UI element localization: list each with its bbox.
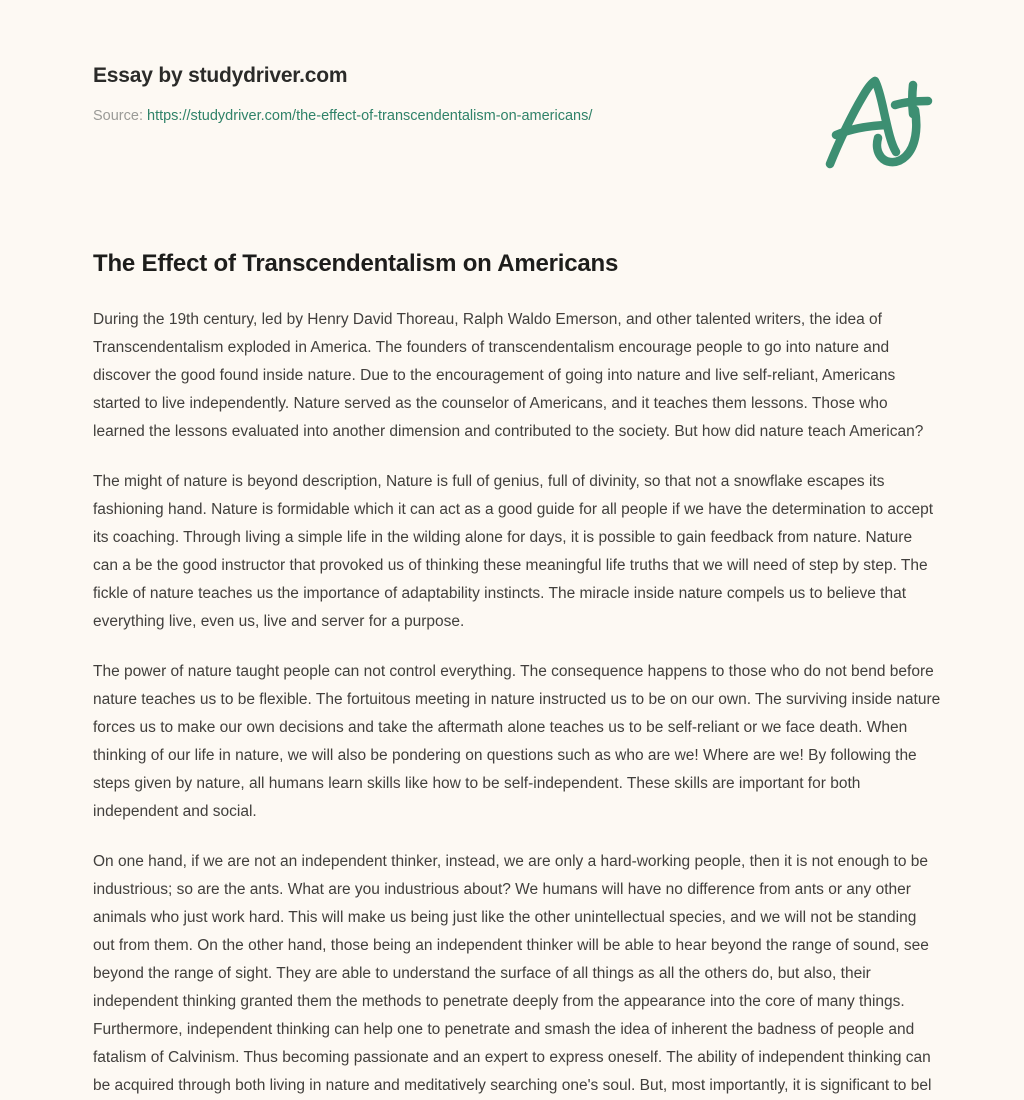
header-text-block: [93, 62, 713, 126]
source-label: Source:: [93, 108, 147, 124]
article: [93, 248, 941, 1100]
document-header: [0, 0, 1024, 195]
article-paragraph: The might of nature is beyond description, Nature is full of genius, full of divinity, so that not a snowflake escapes its fashioning hand. Nature is formidable which it can act as a good guide for all people if we have the determination to accept its coaching. Through living a simple life in the wilding alone for days, it is possible to gain feedback from nature. Nature can a be the good instructor that provoked us of thinking these meaningful life truths that we will need of step by step. The fickle of nature teaches us the importance of adaptability instincts. The miracle inside nature compels us to believe that everything live, even us, live and server for a purpose.: [93, 473, 934, 630]
source-line: [93, 106, 713, 126]
article-body: [93, 306, 941, 1100]
article-paragraph: On one hand, if we are not an independent thinker, instead, we are only a hard-working people, then it is not enough to be industrious; so are the ants. What are you industrious about? We humans will have no difference from ants or any other animals who just work hard. This will make us being just like the other unintellectual species, and we will not be standing out from them. On the other hand, those being an independent thinker will be able to hear beyond the range of sound, see beyond the range of sight. They are able to understand the surface of all things as all the others do, but also, their independent thinking granted them the methods to penetrate deeply from the appearance into the core of many things. Furthermore, independent thinking can help one to penetrate and smash the idea of inherent the badness of people and fatalism of Calvinism. Thus becoming passionate and an expert to express oneself. The ability of independent thinking can be acquired through both living in nature and meditatively searching one's soul. But, most importantly, it is significant to bel: [93, 853, 932, 1094]
essay-attribution: Essay by studydriver.com: [93, 64, 348, 87]
a-plus-logo-icon: [818, 72, 936, 170]
article-paragraph: The power of nature taught people can not control everything. The consequence happens to those who do not bend before nature teaches us to be flexible. The fortuitous meeting in nature instructed us to be on our own. The surviving inside nature forces us to make our own decisions and take the aftermath alone teaches us to be self-reliant or we face death. When thinking of our life in nature, we will also be pondering on questions such as who are we! Where are we! By following the steps given by nature, all humans learn skills like how to be self-independent. These skills are important for both independent and social.: [93, 663, 941, 820]
source-url-link[interactable]: https://studydriver.com/the-effect-of-transcendentalism-on-americans/: [147, 108, 593, 124]
article-paragraph: During the 19th century, led by Henry David Thoreau, Ralph Waldo Emerson, and other talented writers, the idea of Transcendentalism exploded in America. The founders of transcendentalism encourage people to go into nature and discover the good found inside nature. Due to the encouragement of going into nature and live self-reliant, Americans started to live independently. Nature served as the counselor of Americans, and it teaches them lessons. Those who learned the lessons evaluated into another dimension and contributed to the society. But how did nature teach American?: [93, 311, 924, 440]
a-plus-logo: [818, 72, 936, 170]
page-title: The Effect of Transcendentalism on Americans: [93, 250, 619, 277]
